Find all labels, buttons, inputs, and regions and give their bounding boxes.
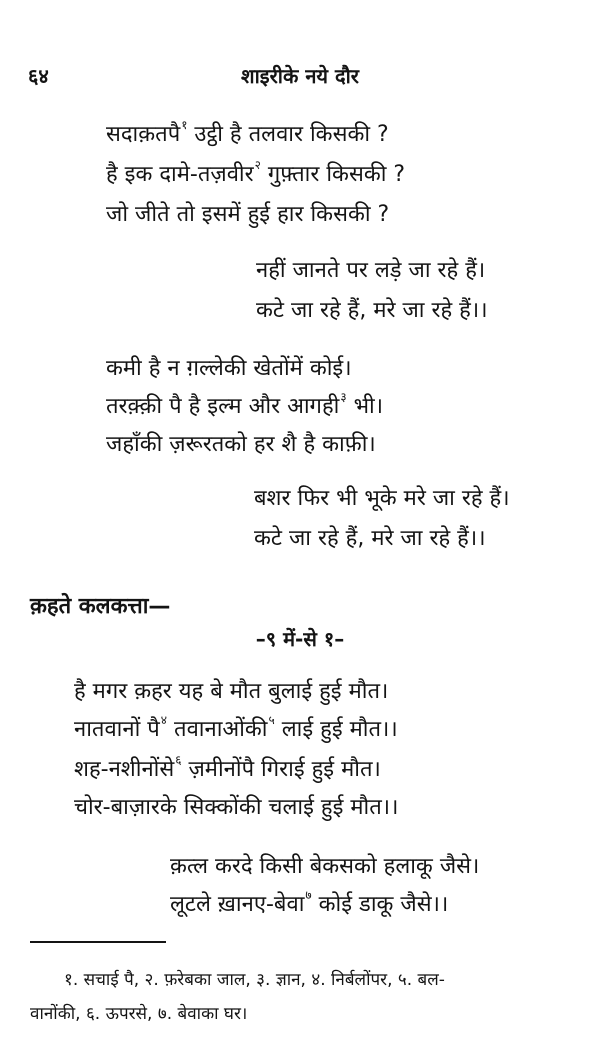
refrain-line: कटे जा रहे हैं, मरे जा रहे हैं।। [254,526,486,551]
footnote-marker: १ [181,118,188,132]
footnote-divider [30,941,166,943]
footnote-marker: ३ [340,390,347,404]
verse-text: गुफ़्तार किसकी ? [260,162,406,187]
refrain-line [170,890,448,922]
footnote-line: वानोंकी, ६. ऊपरसे, ७. बेवाका घर। [30,1004,248,1024]
verse-text: तरक़्क़ी पै है इल्म और आगही [106,394,340,419]
footnote-marker: ६ [175,753,182,767]
footnote-marker: ७ [305,888,312,902]
running-title: शाइरीके नये दौर [241,64,359,88]
refrain-line [170,852,479,882]
verse-text: क़त्ल करदे किसी बेकसको हलाकू जैसे। [170,854,480,879]
verse-line [106,120,389,152]
verse-line [74,677,388,707]
verse-line [106,392,383,424]
verse-text: है इक दामे-तज़वीर [106,162,254,187]
verse-text: चोर-बाज़ारके सिक्कोंकी चलाई हुई मौत।। [74,795,399,820]
verse-text: उट्ठी है तलवार किसकी ? [187,122,389,147]
footnote-line: १. सचाई पै, २. फ़रेबका जाल, ३. ज्ञान, ४. निर्बलोंपर, ५. बल- [64,970,445,990]
page-number: ६४ [28,64,49,88]
verse-text: है मगर क़हर यह बे मौत बुलाई हुई मौत। [74,679,389,704]
refrain-line: बशर फिर भी भूके मरे जा रहे हैं। [254,486,510,511]
verse-line [106,160,405,192]
verse-line [74,793,398,823]
verse-line [74,715,398,747]
verse-text: भी। [346,394,384,419]
verse-text: ज़मीनोंपै गिराई हुई मौत। [181,757,381,782]
verse-text: कमी है न ग़ल्लेकी खेतोंमें कोई। [106,356,352,381]
footnote-marker: २ [254,158,261,172]
verse-text: कोई डाकू जैसे।। [311,892,449,917]
footnote-marker: ४ [160,713,168,727]
footnote-marker: ५ [268,713,275,727]
verse-text: लूटले ख़ानए-बेवा [170,892,305,917]
refrain-line: नहीं जानते पर लड़े जा रहे हैं। [256,258,486,283]
verse-text: जो जीते तो इसमें हुई हार किसकी ? [106,202,390,227]
verse-line [106,354,352,384]
verse-text: शह-नशीनोंसे [74,757,175,782]
section-title: क़हते कलकत्ता— [30,594,171,619]
verse-line [106,200,389,230]
refrain-line: कटे जा रहे हैं, मरे जा रहे हैं।। [256,298,488,323]
verse-text: लाई हुई मौत।। [274,717,398,742]
verse-text: नातवानों पै [74,717,160,742]
verse-text: जहाँकी ज़रूरतको हर शै है काफ़ी। [106,432,376,457]
verse-line [74,755,381,787]
verse-line [106,430,376,460]
verse-text: तवानाओंकी [167,717,268,742]
section-subtitle: –९ में-से १– [255,627,345,651]
verse-text: सदाक़तपै [106,122,181,147]
